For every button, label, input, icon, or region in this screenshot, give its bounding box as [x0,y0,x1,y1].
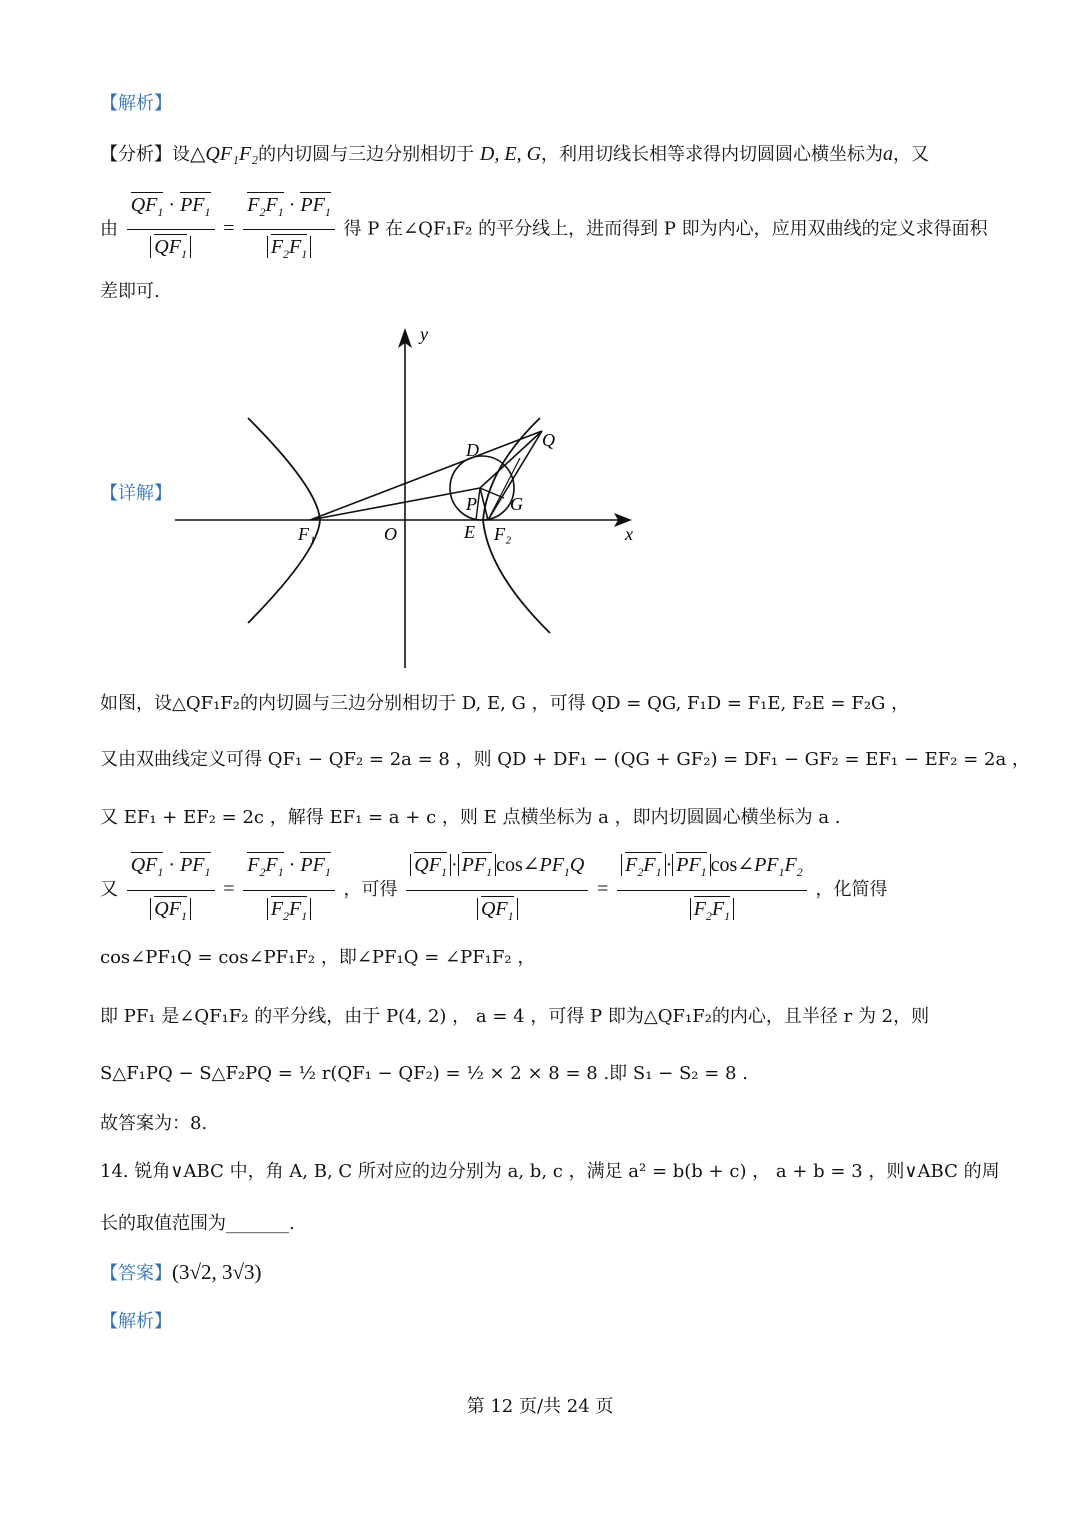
answer-line [100,1260,262,1286]
answer-value: (3√2, 3√3) [172,1260,262,1284]
line-P-Q [480,431,542,488]
label-G: G [510,494,523,514]
text: 由 [100,218,118,240]
triangle-label: △QF₁F₂ [190,143,259,165]
text: 又 [100,879,118,900]
text: ，化简得 [815,879,888,900]
analysis-tag: 【分析】 [100,144,172,165]
text: 的内切圆与三边分别相切于 [258,144,475,165]
tangent-points: D, E, G [479,143,542,165]
label-Q: Q [542,430,555,450]
detail-line-7: S△F₁PQ − S△F₂PQ = ½ r(QF₁ − QF₂) = ½ × 2 × 8 = 8 .即 S₁ − S₂ = 8 . [100,1063,748,1084]
text: 得 P 在∠QF₁F₂ 的平分线上，进而得到 P 即为内心，应用双曲线的定义求得面积 [343,218,988,240]
detail-line-8: 故答案为：8. [100,1113,208,1134]
fraction-a: $\frac{QF_1 \cdot PF_1}{QF_1}$ [127,849,215,932]
label-O: O [384,524,397,544]
fraction-d: $\frac{F_2F_1 \cdot PF_1 \cos\angle PF_1F_2}{F_2F_1}$ [617,849,807,932]
hyperbola-figure [170,318,650,678]
label-F1: F₁ [298,524,316,544]
text: ，又 [893,144,930,165]
answer-tag: 【答案】 [100,1263,172,1284]
detail-line-5: cos∠PF₁Q = cos∠PF₁F₂ ，即∠PF₁Q = ∠PF₁F₂ ， [100,947,536,968]
label-x: x [625,524,633,544]
detail-line-1: 如图，设△QF₁F₂的内切圆与三边分别相切于 D, E, G ，可得 QD = QG, F₁D = F₁E, F₂E = F₂G ， [100,693,910,714]
question-14-line-1: 14. 锐角∨ABC 中，角 A, B, C 所对应的边分别为 a, b, c ，满足 a² = b(b + c) ， a + b = 3 ，则∨ABC 的周 [100,1161,1000,1182]
label-E: E [464,522,475,542]
text: ，可得 [343,879,398,900]
analysis2-heading: 【解析】 [100,1311,172,1332]
detail-line-4: 又 $\frac{QF_1 \cdot PF_1}{QF_1}$ = $\frac{F_2F_1 \cdot PF_1}{F_2F_1}$ ，可得 $\frac{QF_1 \cdot PF_1 \cos\angle PF_1Q}{QF_1}$ = $\frac{F_2F_1 \cdot PF_1 \cos\angle PF_1F_2}{F_2F_1}$ ，化简得 [100,846,887,932]
analysis-line-2: 由 $\frac{QF_1 \cdot PF_1}{QF_1}$ = $\frac{F_2F_1 \cdot PF_1}{F_2F_1}$ 得 P 在∠QF₁F₂ 的平分线上，进而得到 P 即为内心，应用双曲线的定义求得面积 [100,190,988,260]
fraction-c: $\frac{QF_1 \cdot PF_1 \cos\angle PF_1Q}{QF_1}$ [406,849,588,932]
label-F2: F₂ [494,524,512,544]
var-a: a [883,143,894,165]
analysis-line-1 [100,142,929,167]
detail-line-6: 即 PF₁ 是∠QF₁F₂ 的平分线，由于 P(4, 2) ， a = 4 ，可得 P 即为△QF₁F₂的内心，且半径 r 为 2，则 [100,1006,930,1027]
analysis-heading: 【解析】 [100,93,172,114]
text: 设 [172,144,190,165]
question-14-line-2: 长的取值范围为_______. [100,1213,295,1234]
fraction-left: $\frac{QF_1 \cdot PF_1}{QF_1}$ [127,190,215,269]
fraction-right: $\frac{F_2F_1 \cdot PF_1}{F_2F_1}$ [243,190,335,269]
label-P: P [466,494,477,514]
fraction-b: $\frac{F_2F_1 \cdot PF_1}{F_2F_1}$ [243,849,335,932]
label-D: D [466,440,479,460]
detail-line-2: 又由双曲线定义可得 QF₁ − QF₂ = 2a = 8 ，则 QD + DF₁ − (QG + GF₂) = DF₁ − GF₂ = EF₁ − EF₂ = 2a ， [100,749,1030,770]
label-y: y [420,324,428,344]
detail-line-3: 又 EF₁ + EF₂ = 2c ，解得 EF₁ = a + c ，则 E 点横坐标为 a ，即内切圆圆心横坐标为 a . [100,807,841,828]
page-footer: 第 12 页/共 24 页 [466,1396,614,1417]
analysis-line-3: 差即可. [100,281,160,302]
text: ，利用切线长相等求得内切圆圆心横坐标为 [541,144,884,165]
detail-heading: 【详解】 [100,483,172,504]
